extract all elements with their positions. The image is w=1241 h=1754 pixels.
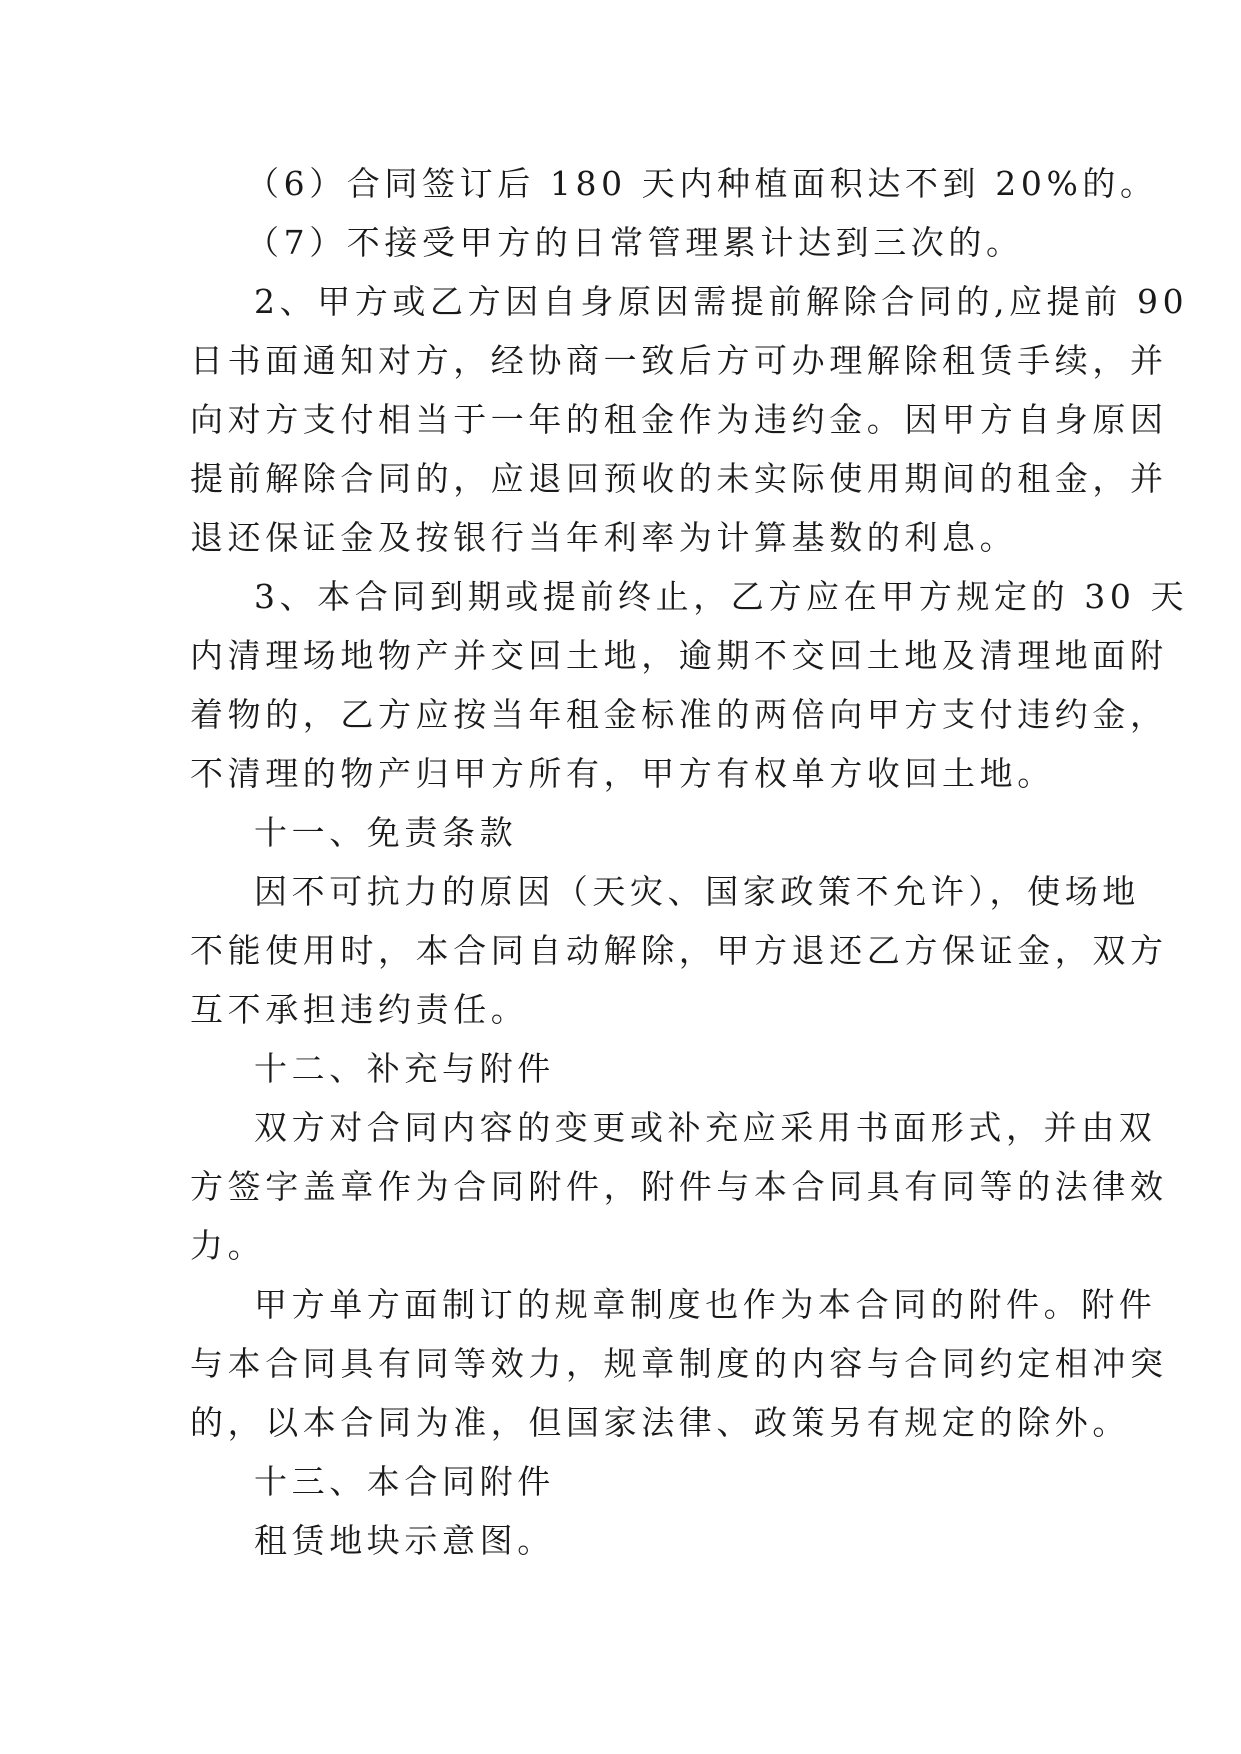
clause-2-line-5: 退还保证金及按银行当年利率为计算基数的利息。 xyxy=(190,518,1018,557)
clause-3-line-2: 内清理场地物产并交回土地，逾期不交回土地及清理地面附 xyxy=(190,636,1168,675)
section-11-line-2: 不能使用时，本合同自动解除，甲方退还乙方保证金，双方 xyxy=(190,931,1168,970)
section-12-heading: 十二、补充与附件 xyxy=(254,1049,555,1088)
clause-2-line-2: 日书面通知对方，经协商一致后方可办理解除租赁手续，并 xyxy=(190,341,1168,380)
section-12-para2-line-2: 与本合同具有同等效力，规章制度的内容与合同约定相冲突 xyxy=(190,1344,1168,1383)
clause-2-line-3: 向对方支付相当于一年的租金作为违约金。因甲方自身原因 xyxy=(190,400,1168,439)
section-12-line-2: 方签字盖章作为合同附件，附件与本合同具有同等的法律效 xyxy=(190,1167,1168,1206)
clause-2-line-1: 2、甲方或乙方因自身原因需提前解除合同的,应提前 90 xyxy=(254,282,1189,321)
clause-3-line-4: 不清理的物产归甲方所有，甲方有权单方收回土地。 xyxy=(190,754,1055,793)
clause-item-6: （6）合同签订后 180 天内种植面积达不到 20%的。 xyxy=(246,164,1158,203)
clause-3-line-1: 3、本合同到期或提前终止，乙方应在甲方规定的 30 天 xyxy=(254,577,1189,616)
section-12-para2-line-1: 甲方单方面制订的规章制度也作为本合同的附件。附件 xyxy=(254,1285,1157,1324)
section-12-line-1: 双方对合同内容的变更或补充应采用书面形式，并由双 xyxy=(254,1108,1157,1147)
section-11-line-3: 互不承担违约责任。 xyxy=(190,990,529,1029)
section-12-line-3: 力。 xyxy=(190,1226,266,1265)
clause-item-7: （7）不接受甲方的日常管理累计达到三次的。 xyxy=(246,223,1024,262)
section-13-heading: 十三、本合同附件 xyxy=(254,1462,555,1501)
clause-3-line-3: 着物的，乙方应按当年租金标准的两倍向甲方支付违约金， xyxy=(190,695,1168,734)
section-11-line-1: 因不可抗力的原因（天灾、国家政策不允许），使场地 xyxy=(254,872,1140,911)
section-12-para2-line-3: 的，以本合同为准，但国家法律、政策另有规定的除外。 xyxy=(190,1403,1130,1442)
section-11-heading: 十一、免责条款 xyxy=(254,813,518,852)
section-13-line-1: 租赁地块示意图。 xyxy=(254,1521,555,1560)
clause-2-line-4: 提前解除合同的，应退回预收的未实际使用期间的租金，并 xyxy=(190,459,1168,498)
